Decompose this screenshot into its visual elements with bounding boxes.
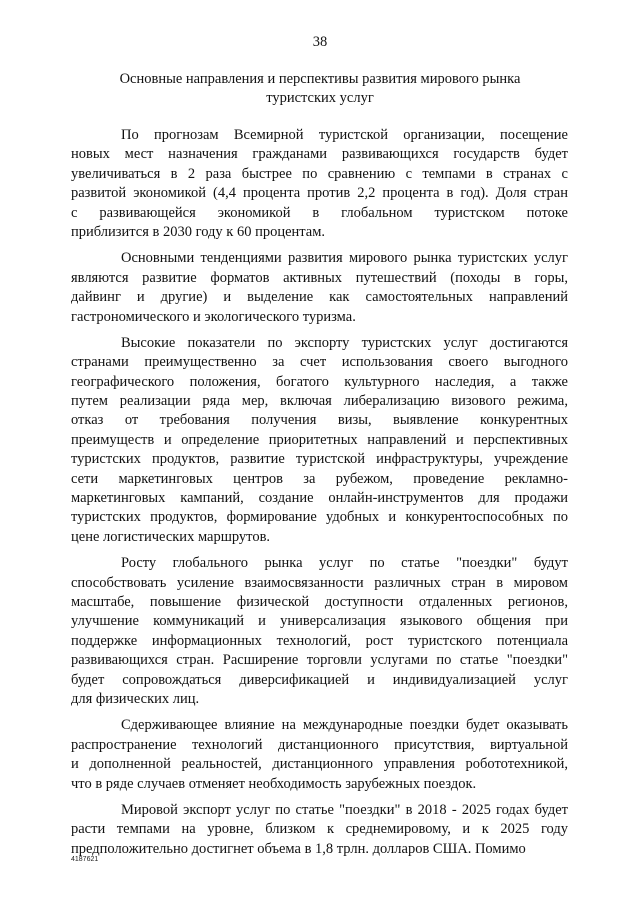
paragraph-line: и дополненной реальностей, дистанционного управления робототехникой,: [71, 756, 568, 773]
paragraph-line: маркетинговых кампаний, создание онлайн-инструментов для продажи: [71, 490, 568, 507]
paragraph-line: новых мест назначения гражданами развивающихся государств будет: [71, 146, 568, 163]
paragraph-gap: [71, 794, 568, 801]
paragraph-line: расти темпами на уровне, близком к среднемировому, и к 2025 году: [71, 821, 568, 838]
page-number: 38: [312, 34, 328, 50]
paragraph: [71, 249, 568, 327]
document-code: 4187621: [71, 856, 99, 863]
paragraph-gap: [71, 547, 568, 554]
paragraph-line: увеличиваться в 2 раза быстрее по сравнению с темпами в странах с: [71, 165, 568, 182]
paragraph-line: приблизится в 2030 году к 60 процентам.: [71, 223, 326, 240]
paragraph-line: путем реализации ряда мер, включая либерализацию визового режима,: [71, 393, 568, 410]
paragraph-line: гастрономического и экологического туризма.: [71, 308, 356, 325]
paragraph-line: предположительно достигнет объема в 1,8 трлн. долларов США. Помимо: [71, 840, 526, 857]
document-body: [71, 126, 568, 859]
section-title-line-2: туристских услуг: [266, 90, 374, 106]
paragraph-line: Основными тенденциями развития мирового рынка туристских услуг: [121, 250, 568, 267]
section-title: [92, 70, 548, 108]
paragraph-line: развитой экономикой (4,4 процента против 2,2 процента в год). Доля стран: [71, 185, 568, 202]
paragraph-line: географического положения, богатого культурного наследия, а также: [71, 373, 568, 390]
paragraph-line: Высокие показатели по экспорту туристских услуг достигаются: [121, 334, 568, 351]
paragraph-line: отказ от требования получения визы, выявление конкурентных: [71, 412, 568, 429]
paragraph-line: что в ряде случаев отменяет необходимость зарубежных поездок.: [71, 775, 477, 792]
paragraph: [71, 126, 568, 242]
paragraph-line: масштабе, повышение физической доступности отдаленных регионов,: [71, 593, 568, 610]
paragraph-line: улучшение коммуникаций и универсализация языкового общения при: [71, 613, 568, 630]
paragraph-line: туристских продуктов, формирование удобных и конкурентоспособных по: [71, 509, 568, 526]
paragraph-gap: [71, 242, 568, 249]
paragraph-line: странами преимущественно за счет использования своего выгодного: [71, 354, 568, 371]
paragraph-line: развивающихся стран. Расширение торговли услугами по статье "поездки": [71, 652, 568, 669]
paragraph-line: с развивающейся экономикой в глобальном туристском потоке: [71, 204, 568, 221]
paragraph-line: поддержке информационных технологий, рост туристского потенциала: [71, 632, 568, 649]
paragraph: [71, 334, 568, 547]
paragraph-line: Мировой экспорт услуг по статье "поездки" в 2018 - 2025 годах будет: [121, 801, 568, 818]
paragraph-line: дайвинг и другие) и выделение как самостоятельных направлений: [71, 289, 568, 306]
paragraph: [71, 554, 568, 709]
section-title-line-1: Основные направления и перспективы развития мирового рынка: [119, 71, 521, 87]
paragraph: [71, 801, 568, 859]
paragraph-line: будет сопровождаться диверсификацией и индивидуализацией услуг: [71, 671, 568, 688]
paragraph-line: туристских продуктов, развитие туристской инфраструктуры, учреждение: [71, 451, 568, 468]
paragraph-gap: [71, 327, 568, 334]
paragraph-line: Росту глобального рынка услуг по статье "поездки" будут: [121, 555, 568, 572]
paragraph: [71, 716, 568, 794]
paragraph-line: способствовать усиление взаимосвязанности различных стран в мировом: [71, 574, 568, 591]
paragraph-gap: [71, 709, 568, 716]
paragraph-line: распространение технологий дистанционного присутствия, виртуальной: [71, 736, 568, 753]
paragraph-line: Сдерживающее влияние на международные поездки будет оказывать: [121, 717, 568, 734]
paragraph-line: сети маркетинговых центров за рубежом, проведение рекламно-: [71, 470, 568, 487]
paragraph-line: По прогнозам Всемирной туристской организации, посещение: [121, 127, 568, 143]
paragraph-line: являются развитие форматов активных путешествий (походы в горы,: [71, 269, 568, 286]
paragraph-line: для физических лиц.: [71, 690, 200, 707]
paragraph-line: цене логистических маршрутов.: [71, 528, 271, 545]
paragraph-line: преимуществ и определение приоритетных направлений и перспективных: [71, 431, 568, 448]
